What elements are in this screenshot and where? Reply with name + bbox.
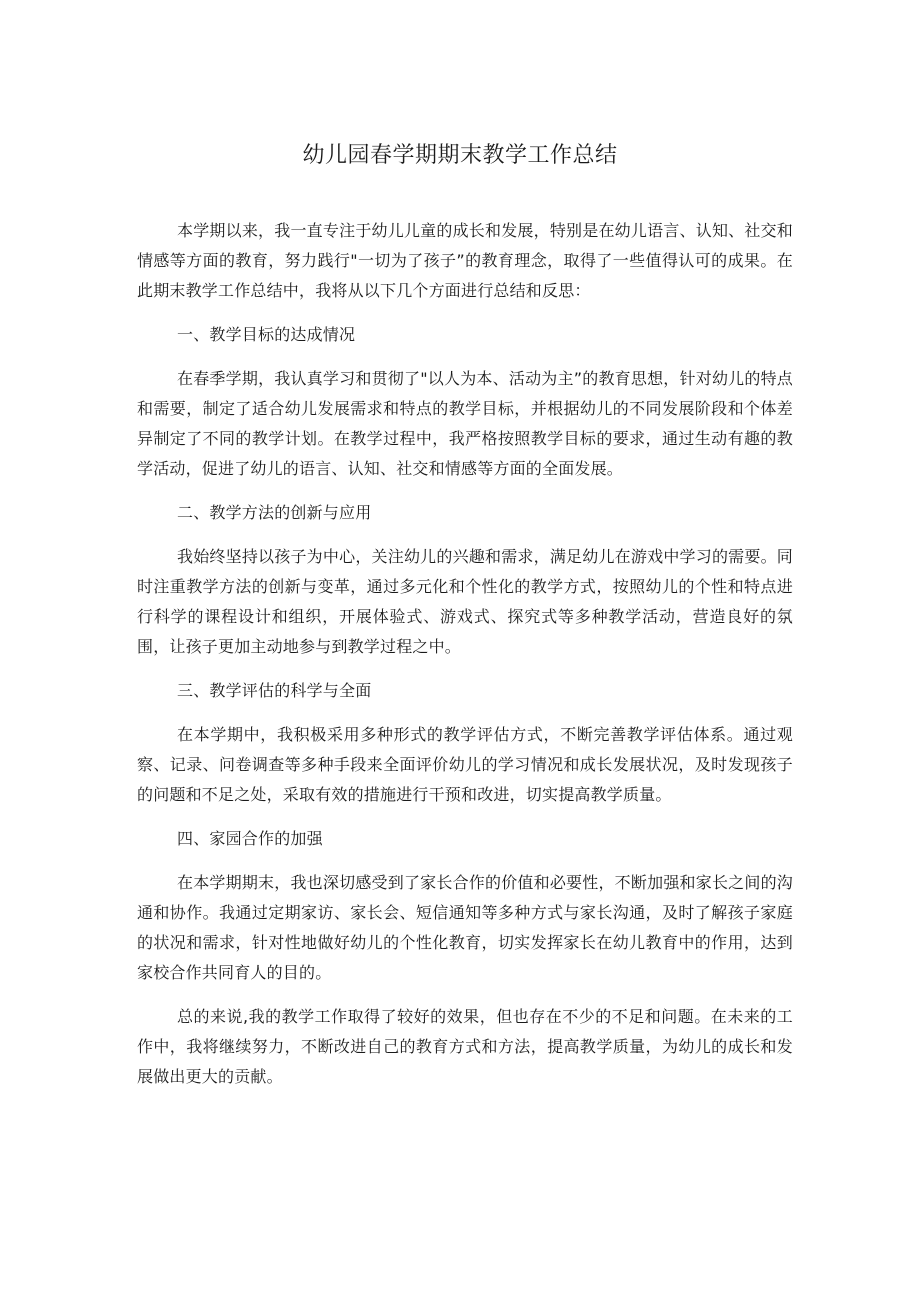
section-heading-goals: 一、教学目标的达成情况	[177, 325, 356, 344]
section-paragraph-methods: 我始终坚持以孩子为中心，关注幼儿的兴趣和需求，满足幼儿在游戏中学习的需要。同时注重教学方法的创新与变革，通过多元化和个性化的教学方式，按照幼儿的个性和特点进行科学的课程设计和组织，开展体验式、游戏式、探究式等多种教学活动，营造良好的氛围，让孩子更加主动地参与到教学过程之中。	[137, 547, 793, 656]
section-paragraph-goals: 在春季学期，我认真学习和贯彻了"以人为本、活动为主”的教育思想，针对幼儿的特点和需要，制定了适合幼儿发展需求和特点的教学目标，并根据幼儿的不同发展阶段和个体差异制定了不同的教学计划。在教学过程中，我严格按照教学目标的要求，通过生动有趣的教学活动，促进了幼儿的语言、认知、社交和情感等方面的全面发展。	[137, 369, 793, 478]
conclusion-paragraph: 总的来说,我的教学工作取得了较好的效果，但也存在不少的不足和问题。在未来的工作中，我将继续努力，不断改进自己的教育方式和方法，提高教学质量，为幼儿的成长和发展做出更大的贡献。	[137, 1007, 793, 1086]
document-title: 幼儿园春学期期末教学工作总结	[302, 143, 618, 168]
document-body	[137, 216, 793, 1106]
section-heading-assessment: 三、教学评估的科学与全面	[177, 681, 372, 700]
section-heading-methods: 二、教学方法的创新与应用	[177, 503, 372, 522]
section-paragraph-home-school: 在本学期期末，我也深切感受到了家长合作的价值和必要性，不断加强和家长之间的沟通和协作。我通过定期家访、家长会、短信通知等多种方式与家长沟通，及时了解孩子家庭的状况和需求，针对性地做好幼儿的个性化教育，切实发挥家长在幼儿教育中的作用，达到家校合作共同育人的目的。	[137, 873, 793, 982]
section-heading-home-school: 四、家园合作的加强	[177, 829, 323, 848]
section-paragraph-assessment: 在本学期中，我积极采用多种形式的教学评估方式，不断完善教学评估体系。通过观察、记录、问卷调查等多种手段来全面评价幼儿的学习情况和成长发展状况，及时发现孩子的问题和不足之处，采取有效的措施进行干预和改进，切实提高教学质量。	[137, 725, 793, 804]
intro-paragraph: 本学期以来，我一直专注于幼儿儿童的成长和发展，特别是在幼儿语言、认知、社交和情感等方面的教育，努力践行"一切为了孩子”的教育理念，取得了一些值得认可的成果。在此期末教学工作总结中，我将从以下几个方面进行总结和反思：	[137, 221, 793, 300]
